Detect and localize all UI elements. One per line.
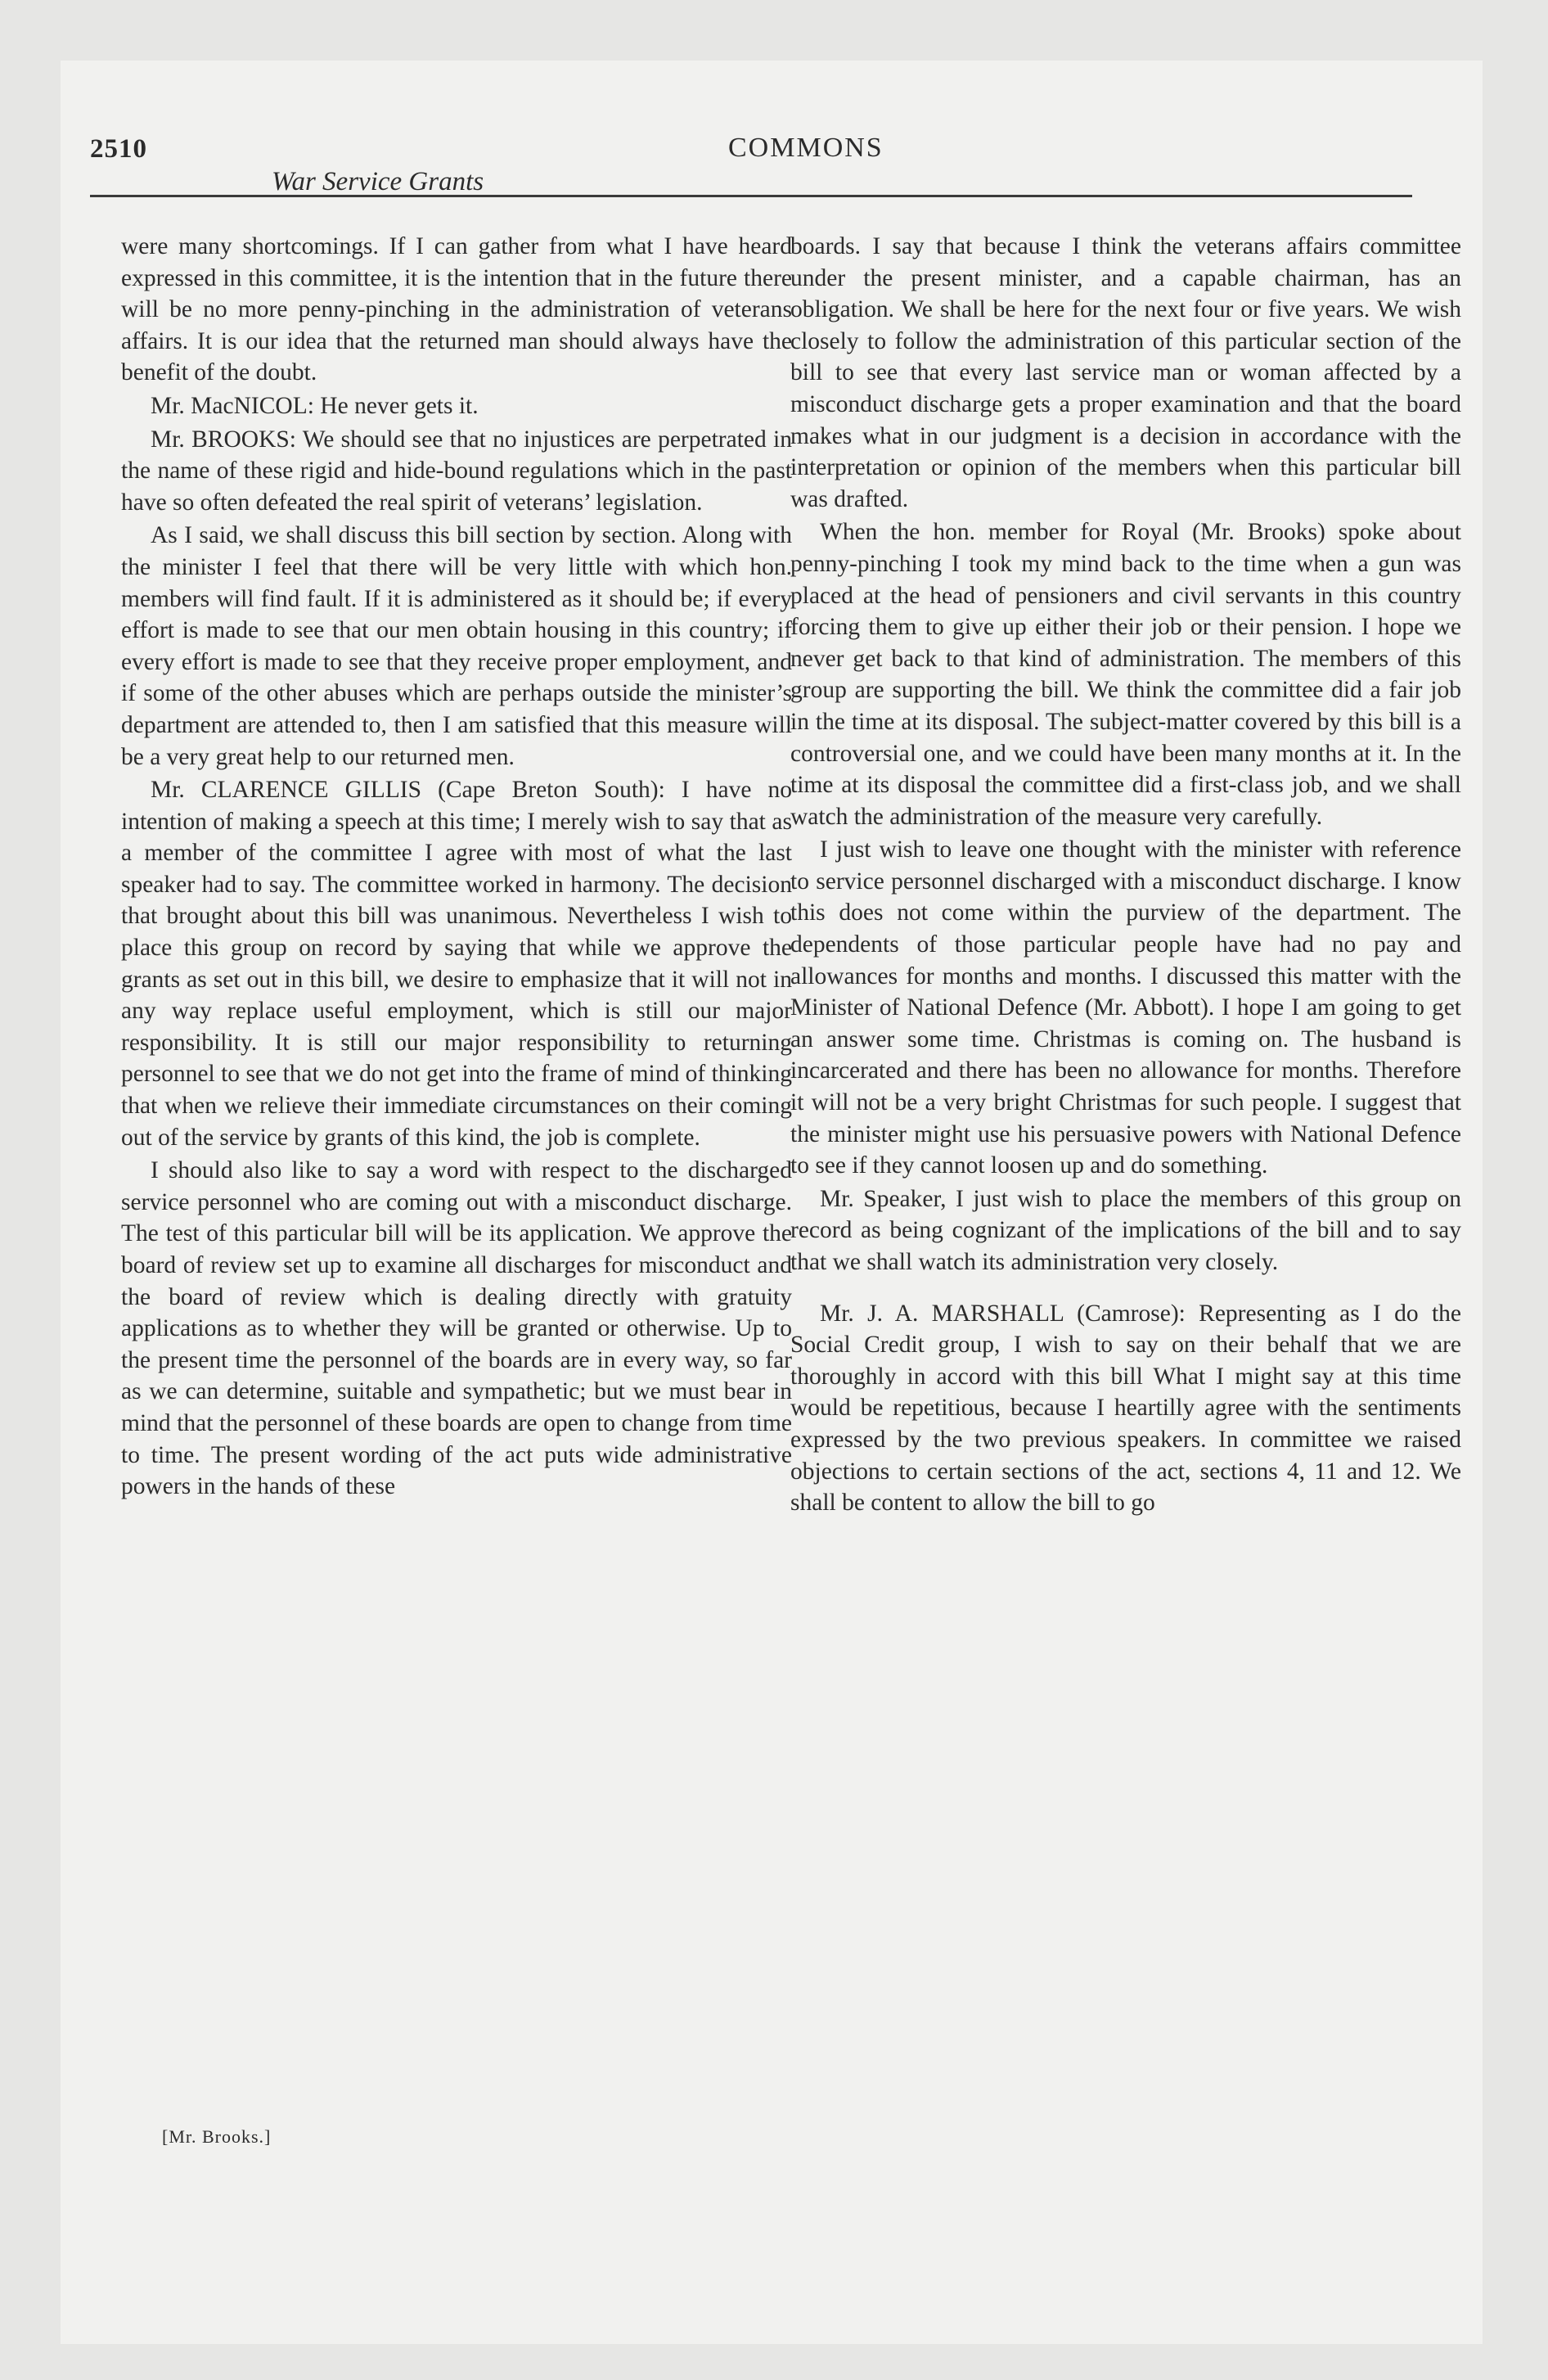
- paragraph: Mr. BROOKS: We should see that no injustices are perpetrated in the name of these rigid and hide-bound regulations which in the past have so often defeated the real spirit of veterans’ legislation.: [121, 426, 792, 516]
- speaker-footer-note: [Mr. Brooks.]: [162, 2126, 272, 2147]
- paragraph: Mr. J. A. MARSHALL (Camrose): Representing as I do the Social Credit group, I wish to say on their behalf that we are thoroughly in accord with this bill What I might say at this time would be repetitious, because I heartilly agree with the sentiments expressed by the two previous speakers. In committee we raised objections to certain sections of the act, sections 4, 11 and 12. We shall be content to allow the bill to go: [790, 1300, 1461, 1517]
- running-title: COMMONS: [728, 133, 884, 163]
- paragraph: Mr. CLARENCE GILLIS (Cape Breton South): I have no intention of making a speech at this time; I merely wish to say that as a member of the committee I agree with most of what the last speaker had to say. The committee worked in harmony. The decision that brought about this bill was unanimous. Nevertheless I wish to place this group on record by saying that while we approve the grants as set out in this bill, we desire to emphasize that it will not in any way replace useful employment, which is still our major responsibility. It is still our major responsibility to returning personnel to see that we do not get into the frame of mind of thinking that when we relieve their immediate circumstances on their coming out of the service by grants of this kind, the job is complete.: [121, 777, 792, 1151]
- left-column: [121, 231, 792, 1503]
- paragraph: I should also like to say a word with respect to the discharged service personnel who are coming out with a misconduct discharge. The test of this particular bill will be its application. We approve the board of review set up to examine all discharges for misconduct and the board of review which is dealing directly with gratuity applications as to whether they will be granted or otherwise. Up to the present time the personnel of the boards are in every way, so far as we can determine, suitable and sympathetic; but we must bear in mind that the personnel of these boards are open to change from time to time. The present wording of the act puts wide administrative powers in the hands of these: [121, 1157, 792, 1500]
- paragraph: Mr. MacNICOL: He never gets it.: [151, 392, 479, 419]
- paragraph: As I said, we shall discuss this bill section by section. Along with the minister I feel that there will be very little with which hon. members will find fault. If it is administered as it should be; if every effort is made to see that our men obtain housing in this country; if every effort is made to see that they receive proper employment, and if some of the other abuses which are perhaps outside the minister’s department are attended to, then I am satisfied that this measure will be a very great help to our returned men.: [121, 522, 792, 770]
- right-column: [790, 231, 1461, 1519]
- paragraph: When the hon. member for Royal (Mr. Brooks) spoke about penny-pinching I took my mind back to the time when a gun was placed at the head of pensioners and civil servants in this country forcing them to give up either their job or their pension. I hope we never get back to that kind of administration. The members of this group are supporting the bill. We think the committee did a fair job in the time at its disposal. The subject-matter covered by this bill is a controversial one, and we could have been many months at it. In the time at its disposal the committee did a first-class job, and we shall watch the administration of the measure very carefully.: [790, 519, 1461, 830]
- section-title: War Service Grants: [272, 167, 484, 196]
- header-rule: [90, 195, 1412, 197]
- paragraph: Mr. Speaker, I just wish to place the members of this group on record as being cognizant of the implications of the bill and to say that we shall watch its administration very closely.: [790, 1185, 1461, 1275]
- page-header: [90, 69, 1415, 200]
- paragraph: boards. I say that because I think the veterans affairs committee under the present minister, and a capable chairman, has an obligation. We shall be here for the next four or five years. We wish closely to follow the administration of this particular section of the bill to see that every last service man or woman affected by a misconduct discharge gets a proper examination and that the board makes what in our judgment is a decision in accordance with the interpretation or opinion of the members when this particular bill was drafted.: [790, 233, 1461, 512]
- paragraph: were many shortcomings. If I can gather from what I have heard expressed in this committee, it is the intention that in the future there will be no more penny-pinching in the administration of veterans affairs. It is our idea that the returned man should always have the benefit of the doubt.: [121, 233, 792, 386]
- page-number: 2510: [90, 134, 147, 164]
- paragraph: I just wish to leave one thought with the minister with reference to service personnel discharged with a misconduct discharge. I know this does not come within the purview of the department. The dependents of those particular people have had no pay and allowances for months and months. I discussed this matter with the Minister of National Defence (Mr. Abbott). I hope I am going to get an answer some time. Christmas is coming on. The husband is incarcerated and there has been no allowance for months. Therefore it will not be a very bright Christmas for such people. I suggest that the minister might use his persuasive powers with National Defence to see if they cannot loosen up and do something.: [790, 836, 1461, 1179]
